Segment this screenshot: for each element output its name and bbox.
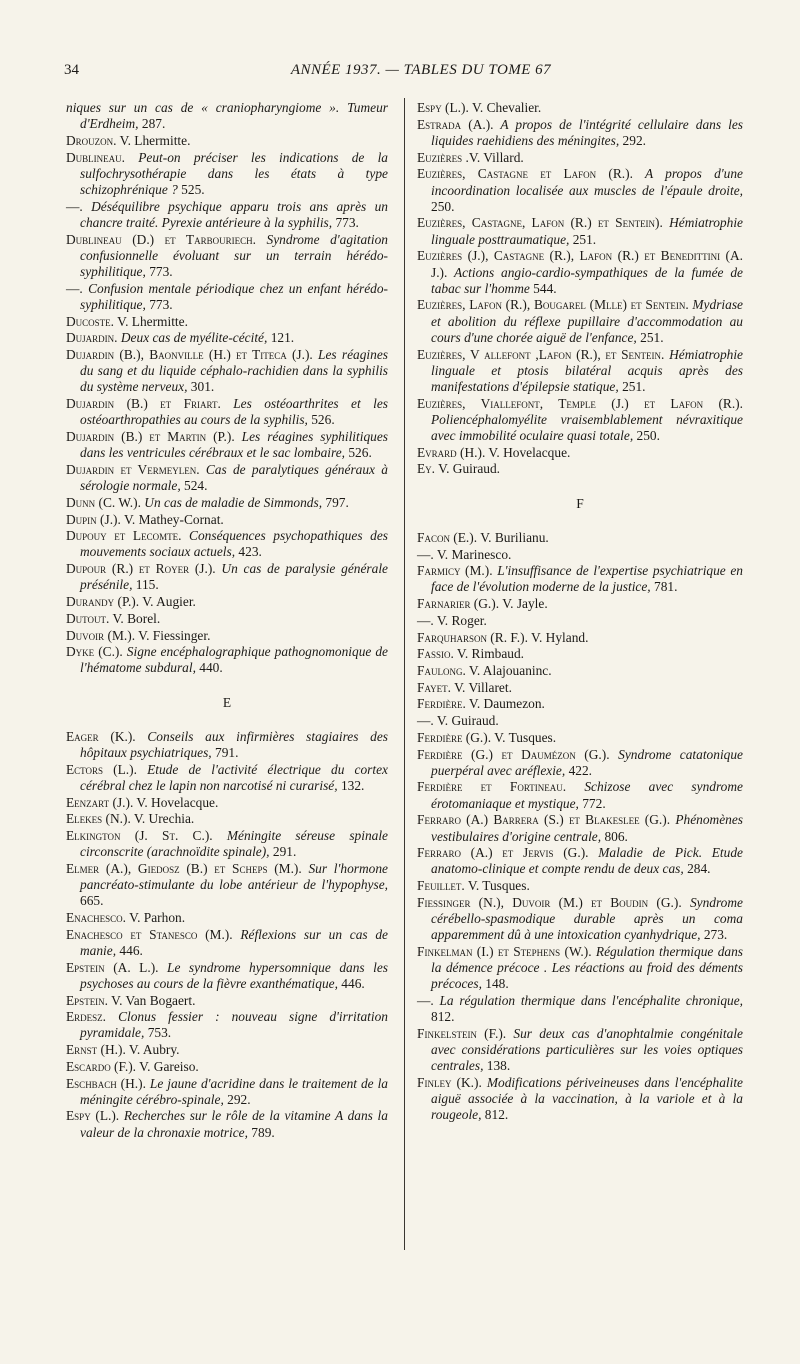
entry-author: Farquharson (R. F.). — [417, 629, 528, 645]
index-entry — [417, 297, 743, 346]
entry-title: Les réagines du sang et du liquide céphalo-rachidien dans la syphilis du système nerveux, — [80, 347, 388, 395]
entry-author: —. — [417, 713, 434, 729]
entry-author: Faulong. — [417, 663, 466, 678]
entry-title: Signe encéphalographique pathognomonique de l'hématome subdural, — [80, 644, 389, 676]
entry-ref: V. Fiessinger. — [135, 627, 211, 643]
index-entry — [417, 747, 743, 779]
entry-author: Feuillet. — [417, 878, 465, 894]
entry-title: La régulation thermique dans l'encéphalite chronique, — [433, 993, 743, 1009]
entry-ref: V. Aubry. — [125, 1042, 180, 1058]
index-entry — [66, 199, 388, 231]
entry-ref: 773. — [145, 264, 173, 280]
entry-author: Finkelman (I.) et Stephens (W.). — [417, 943, 592, 959]
entry-author: Escardo (F.). — [66, 1058, 137, 1074]
entry-author: Dyke (C.). — [66, 644, 123, 660]
entry-ref: 301. — [187, 379, 215, 395]
page-number: 34 — [64, 62, 79, 78]
entry-ref: 423. — [235, 544, 262, 560]
entry-author: Farnarier (G.). — [417, 596, 500, 612]
entry-author: Drouzon. — [66, 132, 117, 148]
index-entry — [66, 910, 388, 926]
entry-title: A propos de l'intégrité cellulaire dans les liquides raehidiens des méningites, — [431, 116, 743, 148]
entry-ref: 665. — [80, 893, 104, 909]
entry-author: Dutout. — [66, 610, 110, 626]
entry-author: Dupin (J.). — [66, 511, 121, 527]
index-entry — [66, 281, 388, 313]
entry-ref: V. Villaret. — [450, 679, 512, 695]
index-entry — [417, 563, 743, 595]
index-entry — [66, 314, 388, 330]
index-entry — [66, 628, 388, 644]
entry-ref: 251. — [569, 231, 597, 247]
entry-ref: 781. — [650, 579, 678, 595]
entry-ref: V. Lhermitte. — [114, 313, 188, 329]
entry-ref: 773. — [145, 296, 173, 312]
entry-title: Conséquences psychopathiques des mouvements sociaux actuels, — [80, 528, 388, 560]
entry-author: Eschbach (H.). — [66, 1075, 146, 1091]
entry-author: Ey. — [417, 461, 436, 477]
entry-ref: 446. — [337, 975, 365, 991]
entry-ref: V. Parhon. — [126, 910, 186, 926]
index-entry — [417, 215, 743, 247]
entry-ref: 524. — [180, 478, 208, 494]
entry-title: Mydriase et abolition du réflexe pupillaire d'accommodation au cours d'une chorée aiguë de l'enfance, — [431, 297, 743, 345]
entry-ref: V. Borel. — [109, 610, 161, 626]
index-entry — [66, 828, 388, 860]
index-entry — [417, 812, 743, 844]
entry-author: —. — [417, 612, 434, 628]
entry-author: —. — [417, 546, 434, 562]
entry-title: Syndrome cérébello-spasmodique durable après un coma apparemment dû à une intoxication cyanhydrique, — [431, 894, 743, 943]
entry-ref: V. Gareiso. — [136, 1058, 199, 1074]
index-entry — [417, 878, 743, 894]
entry-title: Modifications périveineuses dans l'encéphalite aiguë associée à la vaccination, à la variole et à la rougeole, — [431, 1075, 743, 1123]
entry-author: Erdesz. — [66, 1009, 107, 1025]
entry-author: Euzières, Lafon (R.), Bougarel (Mlle) et Sentein. — [417, 297, 689, 313]
index-entry — [66, 330, 388, 346]
entry-author: Espy (L.). — [66, 1108, 120, 1124]
entry-title: Les ostéoarthrites et les ostéoarthropathies au cours de la syphilis, — [80, 396, 388, 428]
index-entry — [417, 630, 743, 646]
entry-ref: 138. — [483, 1058, 511, 1074]
index-entry — [417, 993, 743, 1025]
index-entry — [417, 117, 743, 149]
entry-author: Epstein. — [66, 992, 109, 1008]
entry-title: Hémiatrophie linguale posttraumatique, — [431, 215, 743, 247]
entry-author: Euzières, V allefont ,Lafon (R.), et Sentein. — [417, 346, 665, 362]
index-entry — [417, 944, 743, 993]
entry-ref: V. Tusques. — [491, 729, 557, 745]
index-entry — [66, 927, 388, 959]
index-entry — [417, 663, 743, 679]
index-entry — [66, 644, 388, 676]
index-entry — [66, 762, 388, 794]
entry-author: Eager (K.). — [66, 728, 136, 744]
entry-title: Conseils aux infirmières stagiaires des hôpitaux psychiatriques, — [80, 728, 388, 761]
entry-ref: V. Mathey-Cornat. — [120, 511, 224, 527]
entry-author: Elkington (J. St. C.). — [66, 828, 213, 844]
entry-title: Le jaune d'acridine dans le traitement de la méningite cérébro-spinale, — [80, 1075, 388, 1107]
index-entry — [417, 696, 743, 712]
index-entry — [417, 100, 743, 116]
entry-title: Hémiatrophie linguale et ptosis bilatéral acquis après des manifestations d'épilepsie statique, — [431, 346, 743, 394]
entry-author: Estrada (A.). — [417, 116, 494, 132]
entry-title: Un cas de maladie de Simmonds, — [140, 494, 323, 510]
entry-title: Régulation thermique dans la démence précoce . Les réactions au froid des déments précoces, — [431, 943, 743, 992]
index-entry — [66, 462, 388, 494]
entry-author: Euzières, Castagne, Lafon (R.) et Sentein). — [417, 215, 663, 231]
entry-title: Maladie de Pick. Etude anatomo-clinique et compte rendu de deux cas, — [431, 845, 743, 877]
entries-e-cont — [417, 100, 743, 478]
index-entry — [417, 680, 743, 696]
entry-ref: 440. — [195, 660, 223, 676]
entry-ref: 250. — [431, 198, 455, 214]
entry-title: Recherches sur le rôle de la vitamine A dans la valeur de la chronaxie motrice, — [80, 1108, 388, 1140]
entry-author: Dujardin (B.) et Friart. — [66, 396, 221, 412]
entry-author: Enachesco et Stanesco (M.). — [66, 926, 233, 942]
index-entry — [417, 150, 743, 166]
entry-ref: 526. — [345, 445, 372, 461]
index-entry — [66, 1108, 388, 1140]
entry-author: Euzières, Castagne et Lafon (R.). — [417, 166, 633, 182]
index-entry — [417, 445, 743, 461]
entry-title: Clonus fessier : nouveau signe d'irritation pyramidale, — [80, 1009, 388, 1041]
entry-title: Syndrome catatonique puerpéral avec aréflexie, — [431, 746, 743, 778]
index-entry — [417, 1026, 743, 1075]
entry-title: Déséquilibre psychique apparu trois ans après un chancre traité. Pyrexie antérieure à la syphilis, — [80, 198, 388, 230]
index-entry — [417, 730, 743, 746]
entry-author: Ectors (L.). — [66, 761, 137, 777]
entries-f — [417, 530, 743, 1124]
index-entry — [417, 396, 743, 445]
entry-ref: 251. — [636, 329, 664, 345]
entry-ref: V. Urechia. — [130, 811, 195, 827]
entry-ref: V. Hovelacque. — [133, 794, 219, 810]
index-entry — [66, 861, 388, 910]
entry-ref: V. Tusques. — [464, 878, 530, 894]
entry-author: Epstein (A. L.). — [66, 959, 159, 975]
entry-author: Finley (K.). — [417, 1075, 482, 1091]
entry-author: Eenzart (J.). — [66, 794, 134, 810]
entry-ref: V. Burilianu. — [477, 529, 549, 545]
entry-ref: 806. — [601, 828, 628, 844]
entry-ref: 789. — [247, 1124, 275, 1140]
entry-author: Dujardin (B.) et Martin (P.). — [66, 429, 235, 445]
entry-ref: 773. — [332, 214, 359, 230]
index-entry — [417, 779, 743, 811]
entry-title: Syndrome d'agitation confusionnelle évoluant sur un terrain hérédo-syphilitique, — [80, 231, 388, 280]
entry-ref: 422. — [565, 762, 593, 778]
entry-ref: 753. — [144, 1025, 172, 1041]
index-entry — [66, 232, 388, 281]
entry-author: Ernst (H.). — [66, 1042, 126, 1058]
section-heading-f: F — [576, 495, 584, 511]
index-entry — [417, 248, 743, 297]
index-entry — [66, 100, 388, 132]
entry-ref: V. Alajouaninc. — [465, 663, 552, 678]
entry-title: Les réagines syphilitiques dans les ventricules cérébraux et le sac lombaire, — [80, 429, 389, 461]
entry-author: Dupour (R.) et Royer (J.). — [66, 561, 216, 577]
entry-author: Dunn (C. W.). — [66, 494, 141, 510]
entry-ref: 526. — [307, 412, 335, 428]
entry-author: Elekes (N.). — [66, 811, 131, 827]
entry-title: Un cas de paralysie générale présénile, — [80, 561, 388, 593]
entry-author: Fassio. — [417, 646, 454, 662]
index-entry — [66, 396, 388, 428]
entry-ref: V. Hyland. — [527, 629, 589, 645]
entry-ref: 132. — [337, 777, 365, 793]
entry-author: —. — [66, 198, 83, 214]
entry-ref: 115. — [132, 577, 159, 593]
entry-ref: V. Chevalier. — [468, 100, 542, 115]
entry-ref: 797. — [322, 494, 349, 510]
entry-author: Ferdière et Fortineau. — [417, 779, 567, 795]
index-entry — [417, 845, 743, 877]
column-divider — [404, 98, 405, 1250]
entry-title: Confusion mentale périodique chez un enfant hérédo-syphilitique, — [80, 280, 388, 312]
entry-ref: V. Hovelacque. — [485, 444, 571, 460]
entry-author: Dublineau. — [66, 149, 126, 165]
left-column — [66, 100, 388, 1141]
index-entry — [417, 547, 743, 563]
entry-author: Fiessinger (N.), Duvoir (M.) et Boudin (G.). — [417, 894, 682, 910]
entry-title: Actions angio-cardio-sympathiques de la fumée de tabac sur l'homme — [431, 264, 743, 296]
entry-title: Poliencéphalomyélite vraisemblablement névraxitique avec immobilité oculaire quasi totale, — [431, 411, 743, 444]
index-entry — [66, 347, 388, 396]
entry-author: Ferraro (A.) Barrera (S.) et Blakeslee (G.). — [417, 812, 671, 828]
entry-title: Peut-on préciser les indications de la sulfochrysothérapie dans les états à type schizophrénique ? — [80, 149, 388, 198]
index-entry — [66, 611, 388, 627]
index-entry — [417, 895, 743, 944]
index-entry — [66, 1009, 388, 1041]
entry-ref: V. Van Bogaert. — [108, 992, 196, 1008]
entry-title: Phénomènes vestibulaires d'origine centrale, — [431, 812, 743, 844]
entry-author: Euzières, Viallefont, Temple (J.) et Lafon (R.). — [417, 395, 743, 411]
entry-ref: 791. — [211, 745, 239, 761]
entry-title: Deux cas de myélite-cécité, — [117, 330, 268, 346]
index-entry — [66, 993, 388, 1009]
index-entry — [66, 1059, 388, 1075]
entry-author: Dupouy et Lecomte. — [66, 528, 182, 544]
entry-title: Méningite séreuse spinale circonscrite (arachnoïdite spinale), — [80, 828, 388, 860]
entry-author: Ferdière. — [417, 696, 466, 712]
entry-author: Dublineau (D.) et Tarbouriech. — [66, 231, 256, 247]
entry-ref: 812. — [431, 1009, 455, 1025]
entry-ref: 772. — [578, 795, 606, 811]
index-entry — [66, 795, 388, 811]
entry-ref: V. Lhermitte. — [116, 132, 191, 148]
entry-author: Dujardin. — [66, 330, 118, 346]
entry-title: A propos d'une incoordination localisée aux muscles de l'épaule droite, — [431, 166, 743, 198]
entry-ref: 292. — [619, 132, 646, 148]
entries-d — [66, 100, 388, 677]
entry-ref: 251. — [618, 378, 646, 394]
running-header — [64, 62, 778, 84]
entry-author: Dujardin et Vermeylen. — [66, 461, 200, 477]
entry-ref: V. Guiraud. — [433, 713, 499, 729]
index-entry — [417, 646, 743, 662]
entry-ref: 273. — [700, 927, 728, 943]
entry-author: —. — [417, 993, 434, 1009]
entry-ref: V. Daumezon. — [465, 696, 545, 712]
entry-title: Réflexions sur un cas de manie, — [80, 926, 388, 958]
entry-ref: V. Guiraud. — [435, 461, 501, 477]
entry-author: Elmer (A.), Giedosz (B.) et Scheps (M.). — [66, 860, 302, 876]
index-entry — [417, 713, 743, 729]
entry-ref: 812. — [481, 1107, 509, 1123]
index-entry — [66, 561, 388, 593]
entry-ref: 525. — [177, 182, 205, 198]
index-entry — [417, 596, 743, 612]
entry-ref: 291. — [269, 844, 297, 860]
index-entry — [66, 811, 388, 827]
entry-author: Finkelstein (F.). — [417, 1025, 507, 1041]
index-entry — [66, 1076, 388, 1108]
entry-ref: V. Augier. — [139, 594, 196, 610]
entry-author: Fayet. — [417, 679, 451, 695]
entry-author: Euzières — [417, 149, 463, 165]
entry-ref: 148. — [481, 976, 509, 992]
entry-author: —. — [66, 280, 83, 296]
entry-ref: 446. — [116, 942, 143, 958]
entry-author: Evrard (H.). — [417, 444, 486, 460]
entry-author: Facon (E.). — [417, 529, 478, 545]
entry-author: Euzières (J.), Castagne (R.), Lafon (R.) et Benedittini (A. J.). — [417, 248, 743, 280]
index-entry — [66, 429, 388, 461]
entry-ref: V. Rimbaud. — [453, 646, 525, 662]
index-entry — [417, 347, 743, 396]
index-entry — [66, 150, 388, 199]
index-entry — [417, 461, 743, 477]
entry-ref: 544. — [529, 280, 557, 296]
index-entry — [66, 495, 388, 511]
entry-title: Sur deux cas d'anophtalmie congénitale avec considérations particulières sur les voies optiques centrales, — [431, 1025, 743, 1074]
index-entry — [417, 1075, 743, 1124]
entry-author: Ferdière (G.). — [417, 729, 492, 745]
entry-author: Ferraro (A.) et Jervis (G.). — [417, 845, 589, 861]
entry-ref: 284. — [683, 861, 711, 877]
entries-e — [66, 729, 388, 1141]
entry-author: Ducoste. — [66, 313, 115, 329]
index-entry — [66, 528, 388, 560]
index-entry — [66, 960, 388, 992]
entry-ref: 250. — [633, 428, 660, 444]
index-entry — [66, 1042, 388, 1058]
entry-title: Cas de paralytiques généraux à sérologie normale, — [80, 461, 388, 494]
entry-ref: V. Jayle. — [499, 596, 548, 612]
entry-ref: V. Marinesco. — [433, 546, 512, 562]
entry-title: Schizose avec syndrome érotomaniaque et mystique, — [431, 779, 743, 811]
index-entry — [417, 166, 743, 215]
running-title: ANNÉE 1937. — TABLES DU TOME 67 — [290, 62, 552, 78]
entry-title: niques sur un cas de « craniopharyngiome ». Tumeur d'Erdheim, — [66, 100, 388, 132]
index-entry — [417, 613, 743, 629]
entry-title: Etude de l'activité électrique du cortex cérébral chez le lapin non narcotisé ni curarisé, — [80, 761, 388, 793]
entry-author: Duvoir (M.). — [66, 627, 136, 643]
index-entry — [66, 729, 388, 761]
entry-title: Le syndrome hypersomnique dans les psychoses au cours de la fièvre exanthématique, — [80, 959, 388, 991]
index-entry — [66, 594, 388, 610]
right-column — [417, 100, 743, 1124]
entry-author: Dujardin (B.), Baonville (H.) et Titeca (J.). — [66, 347, 313, 363]
entry-ref: V. Roger. — [433, 612, 487, 628]
entry-ref: 121. — [267, 330, 295, 346]
index-entry — [417, 530, 743, 546]
entry-author: Durandy (P.). — [66, 594, 140, 610]
index-entry — [66, 133, 388, 149]
entry-ref: 287. — [138, 116, 166, 132]
entry-ref: 292. — [223, 1091, 251, 1107]
index-entry — [66, 512, 388, 528]
entry-title: L'insuffisance de l'expertise psychiatrique en face de l'évolution moderne de la justice, — [431, 563, 744, 595]
entry-author: Enachesco. — [66, 910, 127, 926]
entry-ref: .V. Villard. — [462, 149, 524, 165]
entry-title: Sur l'hormone pancréato-stimulante du lobe antérieur de l'hypophyse, — [80, 860, 388, 893]
entry-author: Espy (L.). — [417, 100, 469, 115]
entry-author: Ferdière (G.) et Dauмézon (G.). — [417, 746, 610, 762]
entry-author: Farmicy (M.). — [417, 563, 493, 579]
section-heading-e: E — [222, 694, 232, 710]
